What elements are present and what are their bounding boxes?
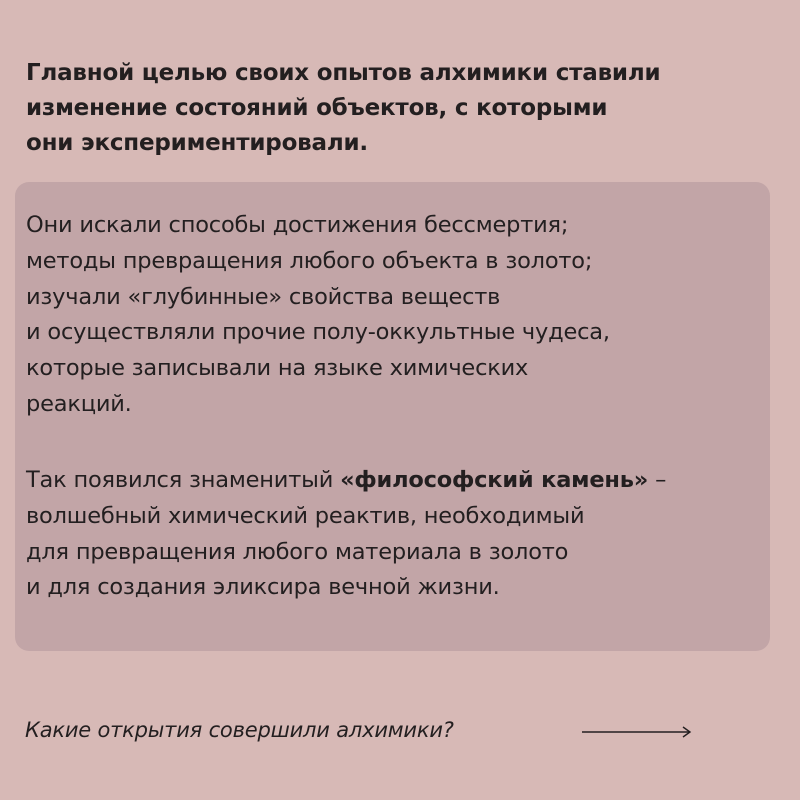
- paragraph-line: изучали «глубинные» свойства веществ: [26, 283, 501, 310]
- paragraph-line: для превращения любого материала в золото: [26, 538, 569, 565]
- line-suffix: –: [648, 467, 667, 493]
- line-prefix: Так появился знаменитый: [26, 467, 341, 493]
- content-card: [15, 182, 770, 651]
- intro-line: изменение состояний объектов, с которыми: [26, 95, 608, 121]
- paragraph-line: Они искали способы достижения бессмертия;: [26, 212, 569, 238]
- intro-line: они экспериментировали.: [26, 130, 368, 156]
- paragraph-line: реакций.: [26, 390, 132, 417]
- paragraph-line: методы превращения любого объекта в золото;: [26, 247, 593, 274]
- paragraph-line: [26, 463, 761, 499]
- paragraph-quest: [26, 208, 761, 423]
- paragraph-philosophers-stone: [26, 463, 761, 606]
- paragraph-line: волшебный химический реактив, необходимый: [26, 502, 585, 529]
- paragraph-line: которые записывали на языке химических: [26, 355, 529, 382]
- intro-line: Главной целью своих опытов алхимики ставили: [26, 60, 661, 86]
- arrow-right-icon[interactable]: [582, 725, 694, 739]
- paragraph-line: и для создания эликсира вечной жизни.: [26, 574, 500, 601]
- next-topic-link[interactable]: Какие открытия совершили алхимики?: [25, 718, 454, 742]
- intro-text: [26, 56, 746, 161]
- paragraph-line: и осуществляли прочие полу-оккультные чудеса,: [26, 319, 610, 346]
- highlight-term: «философский камень»: [340, 467, 649, 493]
